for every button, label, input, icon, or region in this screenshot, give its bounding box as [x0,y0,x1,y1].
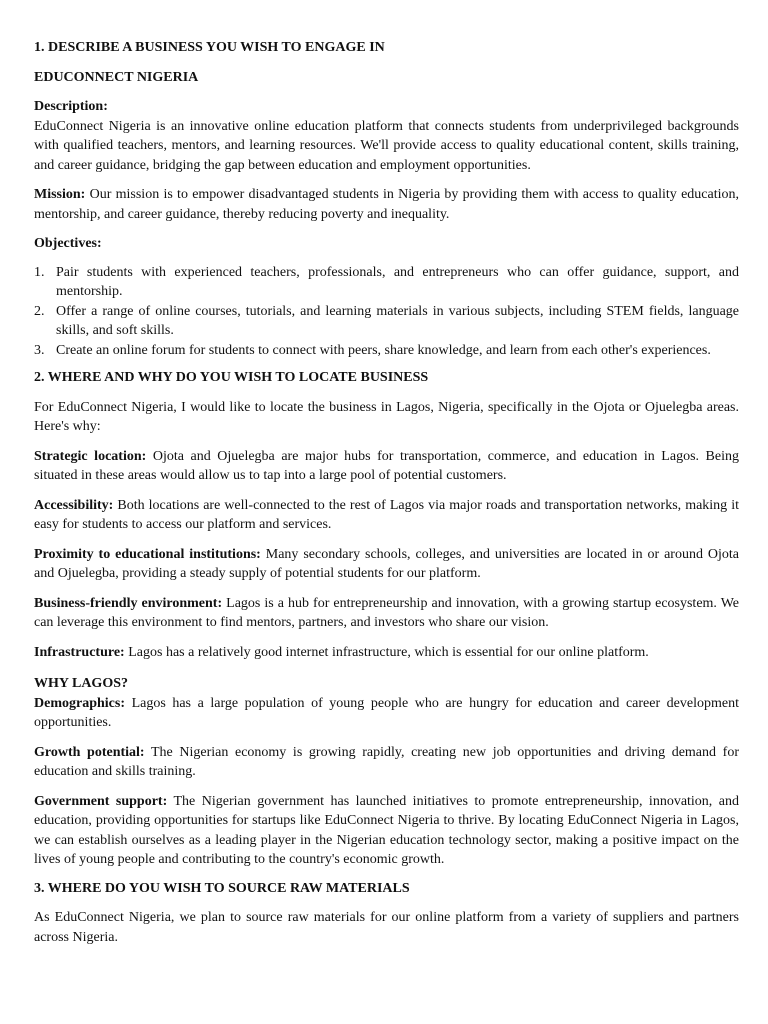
list-item [34,302,739,341]
why-text: The Nigerian economy is growing rapidly, creating new job opportunities and driving demand for education and skills training. [34,744,739,779]
reason-paragraph [34,447,739,486]
why-text: Lagos has a large population of young people who are hungry for education and career development opportunities. [34,695,739,730]
reason-text: Both locations are well-connected to the rest of Lagos via major roads and transportation networks, making it easy for students to access our platform and services. [34,497,739,532]
section3-heading: 3. WHERE DO YOU WISH TO SOURCE RAW MATERIALS [34,880,410,896]
section3-text: As EduConnect Nigeria, we plan to source raw materials for our online platform from a variety of suppliers and partners across Nigeria. [34,910,739,945]
list-number: 2. [34,303,45,319]
reason-paragraph [34,496,739,535]
why-lagos-heading: WHY LAGOS? [34,676,128,691]
reason-label: Strategic location: [34,448,147,464]
description-text: EduConnect Nigeria is an innovative online education platform that connects students from underprivileged backgrounds with qualified teachers, mentors, and learning resources. We'll provide access to quality educational content, skills training, and career guidance, bridging the gap between education and employment opportunities. [34,118,739,173]
description-label: Description: [34,99,108,114]
list-text: Offer a range of online courses, tutorials, and learning materials in various subjects, including STEM fields, language skills, and soft skills. [56,303,739,338]
objectives-label: Objectives: [34,236,102,251]
reason-paragraph [34,545,739,584]
reason-text: Ojota and Ojuelegba are major hubs for transportation, commerce, and education in Lagos. Being situated in these areas would allow us to tap into a large pool of potential customers. [34,448,739,483]
why-label: Growth potential: [34,744,145,760]
reason-label: Accessibility: [34,497,114,513]
section1-heading: 1. DESCRIBE A BUSINESS YOU WISH TO ENGAGE IN [34,40,385,55]
why-text: The Nigerian government has launched initiatives to promote entrepreneurship, innovation, and education, providing opportunities for startups like EduConnect Nigeria to thrive. By locating EduConnect Nigeria in Lagos, we can establish ourselves as a leading player in the Nigerian education technology sector, making a positive impact on the lives of young people and contributing to the country's economic growth. [34,793,740,867]
why-paragraph [34,743,739,782]
list-item [34,263,739,302]
mission-label: Mission: [34,187,86,202]
why-label: Government support: [34,793,168,809]
why-paragraph [34,792,739,870]
list-item [34,341,739,361]
business-name: EDUCONNECT NIGERIA [34,69,199,85]
mission-block [34,185,739,224]
why-paragraph [34,694,739,733]
objectives-list [34,263,739,361]
description-block [34,97,739,175]
document-page [34,38,739,947]
reason-text: Lagos is a hub for entrepreneurship and innovation, with a growing startup ecosystem. We can leverage this environment to find mentors, partners, and investors who share our vision. [34,595,740,630]
section2-heading: 2. WHERE AND WHY DO YOU WISH TO LOCATE BUSINESS [34,370,429,385]
location-intro: For EduConnect Nigeria, I would like to locate the business in Lagos, Nigeria, specifically in the Ojota or Ojuelegba areas. Here's why: [34,399,739,434]
list-number: 1. [34,264,45,280]
reason-label: Infrastructure: [34,644,125,660]
reason-text: Many secondary schools, colleges, and universities are located in or around Ojota and Ojuelegba, providing a steady supply of potential students for our platform. [34,546,739,581]
list-text: Pair students with experienced teachers, professionals, and entrepreneurs who can offer guidance, support, and mentorship. [56,264,739,299]
reason-label: Business-friendly environment: [34,595,223,611]
mission-text: Our mission is to empower disadvantaged students in Nigeria by providing them with access to quality education, mentorship, and career guidance, thereby reducing poverty and inequality. [34,187,739,222]
reason-paragraph [34,594,739,633]
reason-paragraph [34,643,739,663]
reason-label: Proximity to educational institutions: [34,546,261,562]
list-text: Create an online forum for students to connect with peers, share knowledge, and learn from each other's experiences. [56,342,711,358]
list-number: 3. [34,342,45,358]
why-label: Demographics: [34,695,125,711]
reason-text: Lagos has a relatively good internet infrastructure, which is essential for our online platform. [124,644,649,660]
